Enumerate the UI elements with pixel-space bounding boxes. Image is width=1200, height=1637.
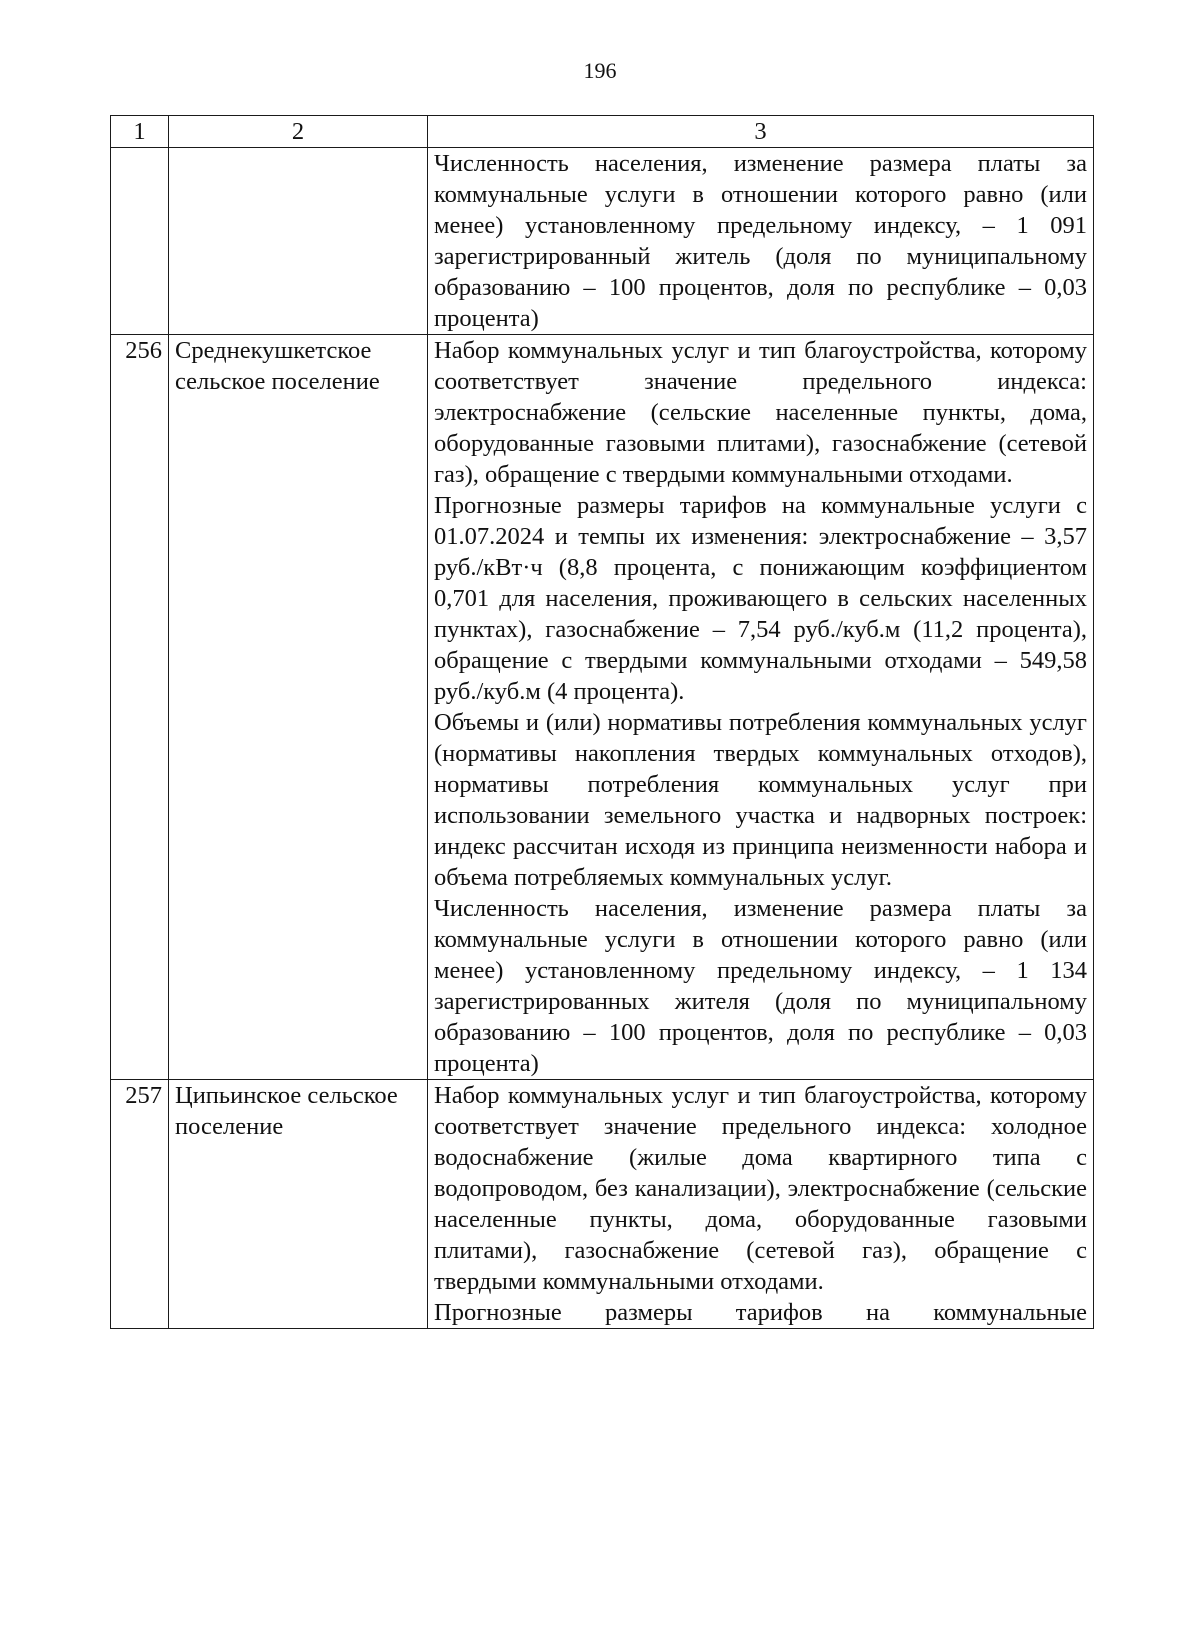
description-paragraph: Объемы и (или) нормативы потребления коммунальных услуг (нормативы накопления твердых коммунальных отходов), нормативы потребления коммунальных услуг при использовании земельного участка и надворных построек: индекс рассчитан исходя из принципа неизменности набора и объема потребляемых коммунальных услуг. (434, 709, 1087, 891)
description-paragraph: Прогнозные размеры тарифов на коммунальные услуги с 01.07.2024 и темпы их изменения: электроснабжение – 3,57 руб./кВт·ч (8,8 процента, с понижающим коэффициентом 0,701 для населения, проживающего в сельских населенных пунктах), газоснабжение – 7,54 руб./куб.м (11,2 процента), обращение с твердыми коммунальными отходами – 549,58 руб./куб.м (4 процента). (434, 492, 1087, 705)
header-col-1: 1 (111, 116, 169, 148)
row-description (428, 1080, 1094, 1329)
municipality-name: Ципьинское сельское поселение (169, 1080, 428, 1329)
table-header-row (111, 116, 1094, 148)
row-number: 256 (111, 335, 169, 1080)
header-col-3: 3 (428, 116, 1094, 148)
description-paragraph: Прогнозные размеры тарифов на коммунальные (434, 1299, 1087, 1326)
header-col-2: 2 (169, 116, 428, 148)
page-number: 196 (583, 58, 617, 83)
description-paragraph: Набор коммунальных услуг и тип благоустройства, которому соответствует значение предельного индекса: холодное водоснабжение (жилые дома квартирного типа с водопроводом, без канализации), электроснабжение (сельские населенные пункты, дома, оборудованные газовыми плитами), газоснабжение (сетевой газ), обращение с твердыми коммунальными отходами. (434, 1082, 1087, 1295)
description-paragraph: Набор коммунальных услуг и тип благоустройства, которому соответствует значение предельного индекса: электроснабжение (сельские населенные пункты, дома, оборудованные газовыми плитами), газоснабжение (сетевой газ), обращение с твердыми коммунальными отходами. (434, 337, 1087, 488)
table-row (111, 335, 1094, 1080)
row-description (428, 335, 1094, 1080)
row-description (428, 148, 1094, 335)
row-number: 257 (111, 1080, 169, 1329)
table-row (111, 1080, 1094, 1329)
description-paragraph: Численность населения, изменение размера платы за коммунальные услуги в отношении которого равно (или менее) установленному предельному индексу, – 1 134 зарегистрированных жителя (доля по муниципальному образованию – 100 процентов, доля по республике – 0,03 процента) (434, 895, 1087, 1077)
municipality-name: Среднекушкетское сельское поселение (169, 335, 428, 1080)
description-paragraph: Численность населения, изменение размера платы за коммунальные услуги в отношении которого равно (или менее) установленному предельному индексу, – 1 091 зарегистрированный житель (доля по муниципальному образованию – 100 процентов, доля по республике – 0,03 процента) (434, 150, 1087, 332)
municipality-name (169, 148, 428, 335)
row-number (111, 148, 169, 335)
table-row (111, 148, 1094, 335)
tariff-table (110, 115, 1094, 1329)
